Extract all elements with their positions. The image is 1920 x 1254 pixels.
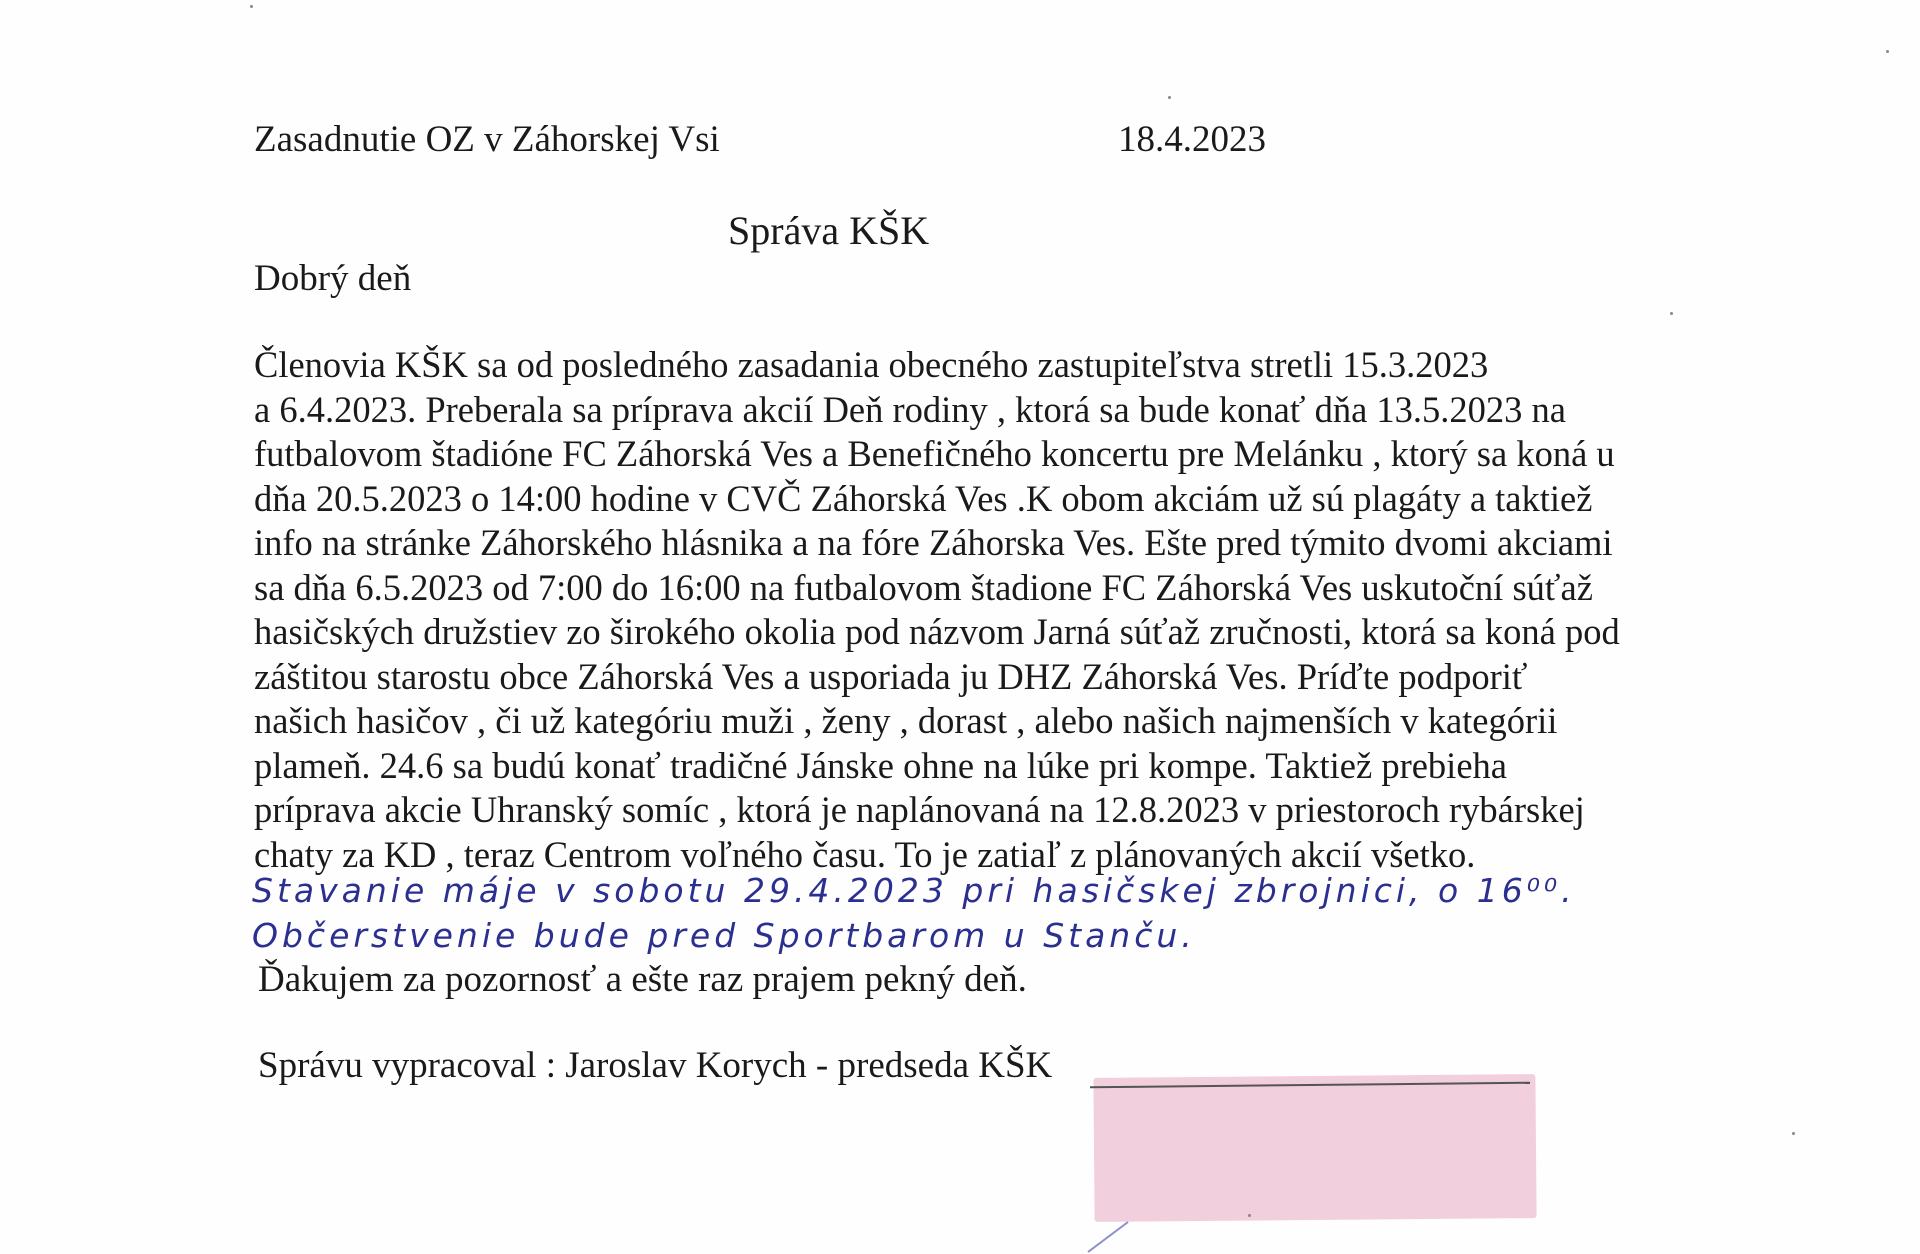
body-line: sa dňa 6.5.2023 od 7:00 do 16:00 na futbalovom štadione FC Záhorská Ves uskutoční súťaž [254, 566, 1593, 608]
scan-speck [1886, 50, 1889, 53]
redacted-signature-stamp [1093, 1074, 1536, 1222]
scan-speck [1248, 1214, 1251, 1217]
body-line: hasičských družstiev zo širokého okolia pod názvom Jarná súťaž zručnosti, ktorá sa koná pod [254, 611, 1620, 652]
body-line: a 6.4.2023. Preberala sa príprava akcií Deň rodiny , ktorá sa bude konať dňa 13.5.2023 na [254, 388, 1566, 430]
report-title: Správa KŠK [728, 208, 930, 253]
body-line: chaty za KD , teraz Centrom voľného času. To je zatiaľ z plánovaných akcií všetko. [254, 833, 1476, 875]
scan-speck [250, 5, 253, 8]
handwritten-line: Stavanie máje v sobotu 29.4.2023 pri hasičskej zbrojnici, o 16⁰⁰. [252, 871, 1576, 910]
closing-thanks: Ďakujem za pozornosť a ešte raz prajem pekný deň. [258, 959, 1027, 1000]
body-line: futbalovom štadióne FC Záhorská Ves a Benefičného koncertu pre Melánku , ktorý sa koná u [254, 433, 1615, 474]
body-line: dňa 20.5.2023 o 14:00 hodine v CVČ Záhorská Ves .K obom akciám už sú plagáty a taktiež [254, 477, 1593, 519]
handwritten-note [252, 868, 1712, 958]
scan-speck [1168, 96, 1171, 99]
scan-speck [1670, 312, 1673, 315]
body-line: Členovia KŠK sa od posledného zasadania obecného zastupiteľstva stretli 15.3.2023 [254, 344, 1489, 385]
body-line: príprava akcie Uhranský somíc , ktorá je naplánovaná na 12.8.2023 v priestoroch rybárskej [254, 789, 1585, 830]
greeting: Dobrý deň [254, 258, 412, 299]
scan-speck [1792, 1132, 1795, 1135]
body-line: našich hasičov , či už kategóriu muži , ženy , dorast , alebo našich najmenších v kategórii [254, 700, 1558, 741]
body-line: záštitou starostu obce Záhorská Ves a usporiada ju DHZ Záhorská Ves. Príďte podporiť [254, 655, 1528, 697]
report-body [254, 343, 1694, 877]
body-line: info na stránke Záhorského hlásnika a na fóre Záhorska Ves. Ešte pred týmito dvomi akciami [254, 522, 1613, 563]
meeting-header: Zasadnutie OZ v Záhorskej Vsi [254, 119, 720, 160]
body-line: plameň. 24.6 sa budú konať tradičné Jánske ohne na lúke pri kompe. Taktiež prebieha [254, 744, 1507, 786]
author-line: Správu vypracoval : Jaroslav Korych - predseda KŠK [258, 1045, 1053, 1086]
meeting-date: 18.4.2023 [1118, 119, 1266, 160]
pen-stroke-mark [1080, 1220, 1140, 1254]
handwritten-line: Občerstvenie bude pred Sportbarom u Stanču. [252, 916, 1196, 955]
